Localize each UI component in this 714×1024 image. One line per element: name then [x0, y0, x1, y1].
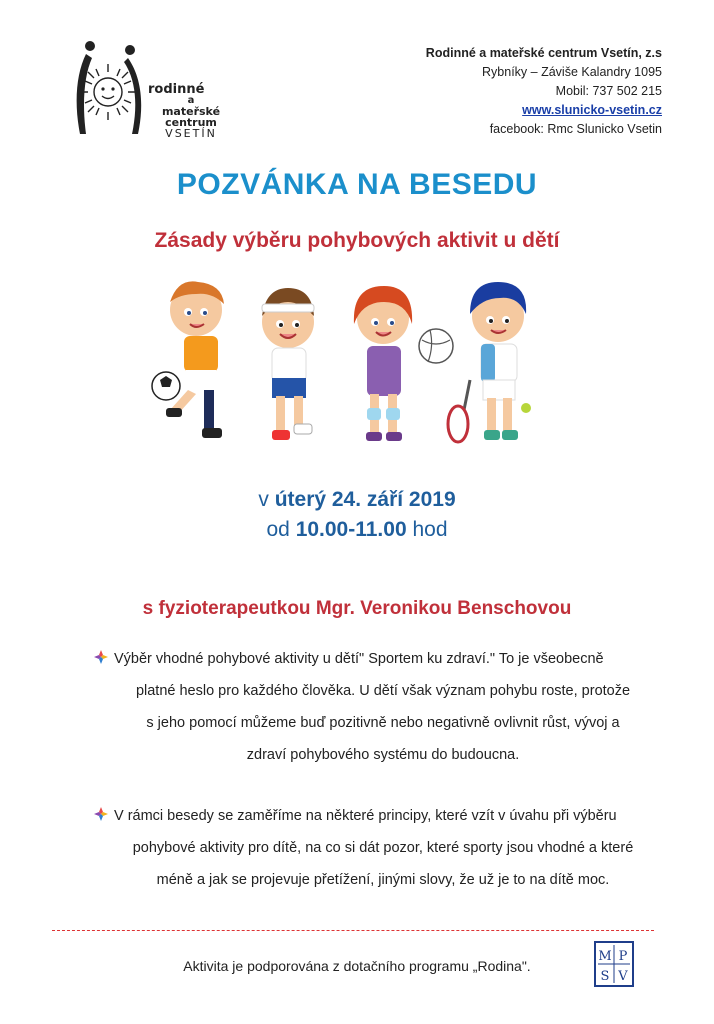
logo-line: mateřské: [161, 105, 221, 118]
time-suffix: hod: [406, 518, 448, 541]
logo-line: centrum: [165, 116, 217, 129]
logo-line: VSETÍN: [165, 127, 217, 140]
divider: [52, 930, 654, 931]
bullet-icon: [94, 650, 108, 664]
logo-line: rodinné: [148, 82, 205, 97]
description-paragraph-1: [88, 643, 678, 771]
center-logo: [68, 34, 221, 154]
event-time-line: [0, 515, 714, 545]
svg-text:M: M: [598, 949, 612, 964]
kid-runner-icon: [262, 288, 314, 440]
paragraph-line: [88, 800, 678, 832]
paragraph-line: [88, 643, 678, 675]
paragraph-line: zdraví pohybového systému do budoucna.: [246, 747, 520, 763]
event-date-line: [0, 485, 714, 515]
phone: Mobil: 737 502 215: [555, 84, 662, 98]
contact-block: [426, 44, 662, 139]
funding-note: Aktivita je podporována z dotačního programu „Rodina".: [183, 958, 531, 974]
page-title: POZVÁNKA NA BESEDU: [176, 168, 538, 201]
kid-tennis-icon: [448, 282, 531, 442]
logo-text: [146, 84, 236, 139]
logo-line: a: [187, 95, 195, 106]
mpsv-logo-icon: [594, 941, 634, 987]
bullet-icon: [94, 807, 108, 821]
paragraph-line: s jeho pomocí můžeme buď pozitivně nebo negativně ovlivnit růst, vývoj a: [146, 715, 620, 731]
kid-football-icon: [152, 281, 224, 438]
svg-text:V: V: [618, 969, 628, 984]
description-paragraph-2: [88, 800, 678, 896]
speaker: s fyzioterapeutkou Mgr. Veronikou Benschovou: [142, 598, 572, 619]
paragraph-text: Výběr vhodné pohybové aktivity u dětí" Sportem ku zdraví." To je všeobecně: [114, 651, 604, 667]
date-prefix: v: [258, 488, 275, 511]
website-link[interactable]: www.slunicko-vsetin.cz: [522, 103, 662, 117]
kid-volleyball-icon: [354, 286, 453, 441]
event-date: úterý 24. září 2019: [274, 488, 456, 511]
facebook: facebook: Rmc Slunicko Vsetin: [489, 122, 662, 136]
paragraph-text: V rámci besedy se zaměříme na některé principy, které vzít v úvahu při výběru: [114, 808, 617, 824]
event-time: 10.00-11.00: [295, 518, 407, 541]
paragraph-line: méně a jak se projevuje přetížení, jinými slovy, že už je to na dítě moc.: [156, 872, 610, 888]
svg-text:P: P: [618, 949, 628, 964]
paragraph-line: pohybové aktivity pro dítě, na co si dát pozor, které sporty jsou vhodné a které: [132, 840, 634, 856]
svg-text:S: S: [600, 969, 610, 984]
address: Rybníky – Záviše Kalandry 1095: [482, 65, 662, 79]
event-datetime: [0, 485, 714, 545]
paragraph-line: platné heslo pro každého člověka. U dětí však význam pohybu roste, protože: [135, 683, 631, 699]
page-subtitle: Zásady výběru pohybových aktivit u dětí: [154, 229, 560, 252]
time-prefix: od: [266, 518, 296, 541]
kids-sports-illustration: [148, 272, 548, 472]
org-name: Rodinné a mateřské centrum Vsetín, z.s: [425, 46, 662, 60]
